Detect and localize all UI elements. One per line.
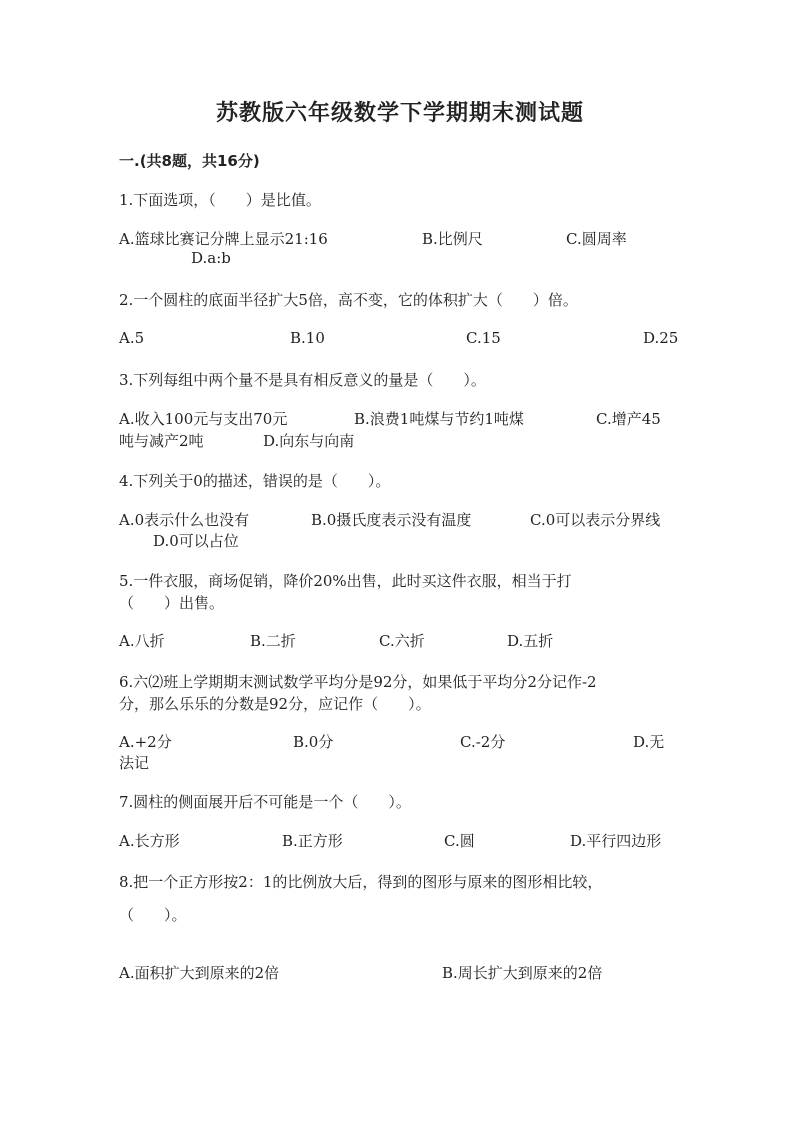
- question-7-option-a[interactable]: A.长方形: [119, 832, 180, 850]
- question-6-stem-line-2: 分，那么乐乐的分数是92分，应记作（ ）。: [119, 695, 431, 713]
- question-5-option-b[interactable]: B.二折: [250, 632, 296, 650]
- question-8-stem-line-2: （ ）。: [119, 906, 187, 924]
- question-1-option-c[interactable]: C.圆周率: [566, 230, 627, 248]
- question-1-stem: 1.下面选项，（ ）是比值。: [119, 191, 321, 209]
- question-5-stem-line-2: （ ）出售。: [119, 594, 225, 612]
- question-2-option-a[interactable]: A.5: [119, 329, 145, 347]
- page-title: 苏教版六年级数学下学期期末测试题: [215, 101, 584, 126]
- question-3-option-c-continued: 吨与减产2吨: [119, 432, 204, 450]
- question-3-option-a[interactable]: A.收入100元与支出70元: [119, 410, 288, 428]
- question-3-option-b[interactable]: B.浪费1吨煤与节约1吨煤: [354, 410, 524, 428]
- question-4-option-a[interactable]: A.0表示什么也没有: [119, 511, 250, 529]
- question-3-stem: 3.下列每组中两个量不是具有相反意义的量是（ ）。: [119, 371, 486, 389]
- question-3-option-d[interactable]: D.向东与向南: [263, 432, 355, 450]
- question-7-stem: 7.圆柱的侧面展开后不可能是一个（ ）。: [119, 793, 411, 811]
- section-heading: 一.(共8题，共16分): [119, 152, 260, 170]
- question-1-option-d[interactable]: D.a:b: [191, 249, 231, 267]
- question-6-option-d[interactable]: D.无: [633, 733, 665, 751]
- question-3-option-c[interactable]: C.增产45: [596, 410, 661, 428]
- question-8-option-a[interactable]: A.面积扩大到原来的2倍: [119, 964, 280, 982]
- question-5-option-c[interactable]: C.六折: [379, 632, 425, 650]
- question-4-option-d[interactable]: D.0可以占位: [153, 532, 239, 550]
- question-5-option-d[interactable]: D.五折: [507, 632, 554, 650]
- question-4-option-b[interactable]: B.0摄氏度表示没有温度: [311, 511, 472, 529]
- question-1-option-b[interactable]: B.比例尺: [422, 230, 483, 248]
- question-7-option-c[interactable]: C.圆: [444, 832, 475, 850]
- question-2-option-d[interactable]: D.25: [643, 329, 679, 347]
- question-8-option-b[interactable]: B.周长扩大到原来的2倍: [442, 964, 603, 982]
- question-5-stem-line-1: 5.一件衣服，商场促销，降价20%出售，此时买这件衣服，相当于打: [119, 572, 572, 590]
- question-8-stem-line-1: 8.把一个正方形按2：1的比例放大后，得到的图形与原来的图形相比较，: [119, 873, 603, 891]
- question-6-option-c[interactable]: C.-2分: [460, 733, 506, 751]
- question-2-option-b[interactable]: B.10: [290, 329, 325, 347]
- question-4-option-c[interactable]: C.0可以表示分界线: [530, 511, 661, 529]
- question-6-option-a[interactable]: A.+2分: [119, 733, 172, 751]
- question-6-option-b[interactable]: B.0分: [293, 733, 334, 751]
- question-2-stem: 2.一个圆柱的底面半径扩大5倍，高不变，它的体积扩大（ ）倍。: [119, 291, 578, 309]
- question-7-option-b[interactable]: B.正方形: [282, 832, 343, 850]
- question-6-stem-line-1: 6.六⑵班上学期期末测试数学平均分是92分，如果低于平均分2分记作-2: [119, 673, 597, 691]
- question-7-option-d[interactable]: D.平行四边形: [570, 832, 662, 850]
- question-6-option-d-continued: 法记: [119, 754, 150, 772]
- question-5-option-a[interactable]: A.八折: [119, 632, 165, 650]
- question-4-stem: 4.下列关于0的描述，错误的是（ ）。: [119, 472, 391, 490]
- question-1-option-a[interactable]: A.篮球比赛记分牌上显示21:16: [119, 230, 328, 248]
- question-2-option-c[interactable]: C.15: [466, 329, 501, 347]
